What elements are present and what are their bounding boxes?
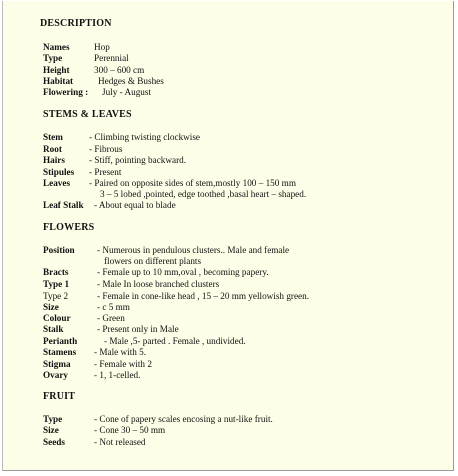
- field-value: - c 5 mm: [97, 302, 130, 312]
- field-label: Leaf Stalk: [43, 200, 84, 210]
- field-value: - Cone 30 – 50 mm: [94, 425, 166, 435]
- field-label: Bracts: [43, 267, 69, 277]
- field-label: Perianth: [43, 336, 78, 346]
- section-title-flowers: FLOWERS: [43, 222, 95, 233]
- field-value: Hedges & Bushes: [98, 76, 164, 86]
- field-value: - Present only in Male: [97, 324, 179, 334]
- field-label: Seeds: [43, 437, 65, 447]
- document-page: [2, 1, 454, 471]
- field-value: - Not released: [94, 437, 146, 447]
- field-label: Size: [43, 425, 59, 435]
- field-value: flowers on different plants: [104, 256, 202, 266]
- field-value: - Present: [89, 167, 122, 177]
- field-value: - Climbing twisting clockwise: [89, 132, 201, 142]
- field-label: Type: [43, 414, 63, 424]
- field-value: - Female with 2: [94, 359, 152, 369]
- field-value: 3 – 5 lobed ,pointed, edge toothed ,basal heart – shaped.: [100, 189, 307, 199]
- field-label: Stigma: [43, 359, 71, 369]
- section-title-description: DESCRIPTION: [40, 18, 112, 29]
- field-label: Flowering :: [43, 87, 89, 97]
- field-label: Root: [43, 144, 62, 154]
- field-value: - Male In loose branched clusters: [97, 279, 220, 289]
- field-label: Hairs: [43, 155, 65, 165]
- field-label: Stamens: [43, 347, 77, 357]
- field-label: Stalk: [43, 324, 64, 334]
- field-value: - Female up to 10 mm,oval , becoming papery.: [97, 267, 269, 277]
- field-label: Names: [43, 42, 70, 52]
- field-label: Position: [43, 245, 75, 255]
- field-label: Ovary: [43, 370, 69, 380]
- field-value: July - August: [102, 87, 152, 97]
- field-value: 300 – 600 cm: [94, 65, 145, 75]
- field-value: - Fibrous: [89, 144, 123, 154]
- field-label: Leaves: [43, 178, 71, 188]
- field-value: - Cone of papery scales encosing a nut-like fruit.: [94, 414, 273, 424]
- field-label: Habitat: [43, 76, 74, 86]
- field-value: - Male ,5- parted . Female , undivided.: [104, 336, 246, 346]
- field-label: Size: [43, 302, 59, 312]
- field-value: - Female in cone-like head , 15 – 20 mm yellowish green.: [97, 291, 310, 301]
- section-title-stems-leaves: STEMS & LEAVES: [43, 109, 132, 120]
- field-label: Type 1: [43, 279, 70, 289]
- field-label: Type 2: [43, 291, 69, 301]
- field-label: Stem: [43, 132, 63, 142]
- field-value: - About equal to blade: [94, 200, 176, 210]
- section-title-fruit: FRUIT: [43, 391, 76, 402]
- field-value: Perennial: [94, 53, 129, 63]
- field-value: Hop: [94, 42, 110, 52]
- field-label: Height: [43, 65, 70, 75]
- field-label: Type: [43, 53, 63, 63]
- field-value: - Male with 5.: [94, 347, 147, 357]
- field-value: - 1, 1-celled.: [94, 370, 141, 380]
- field-value: - Paired on opposite sides of stem,mostly 100 – 150 mm: [89, 178, 296, 188]
- field-label: Colour: [43, 313, 71, 323]
- field-value: - Stiff, pointing backward.: [89, 155, 187, 165]
- field-value: - Green: [97, 313, 125, 323]
- field-label: Stipules: [43, 167, 75, 177]
- field-value: - Numerous in pendulous clusters.. Male and female: [97, 245, 290, 255]
